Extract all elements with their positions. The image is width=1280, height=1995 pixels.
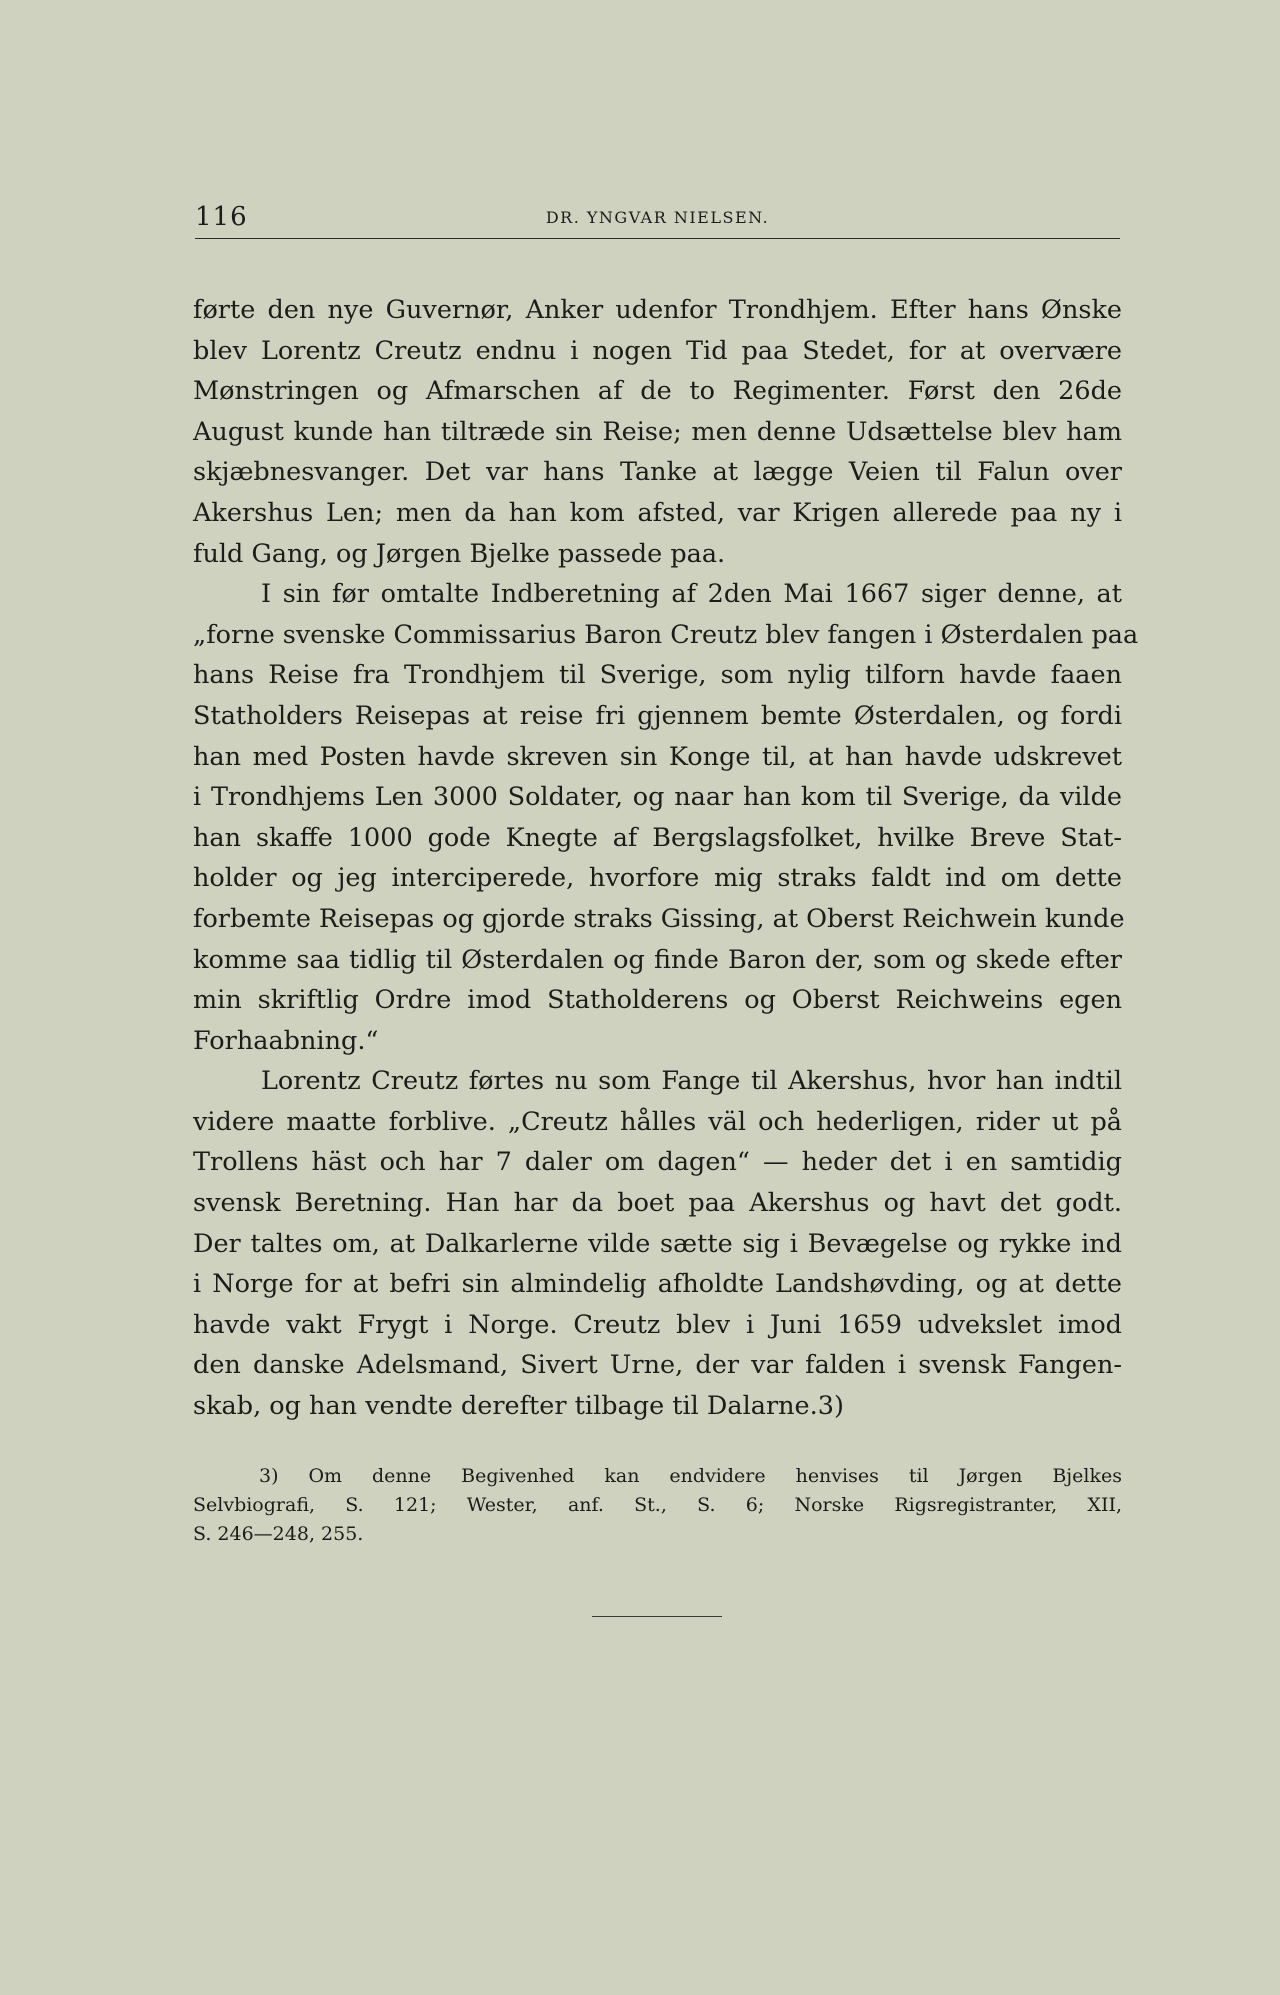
text-line: forbemte Reisepas og gjorde straks Gissing, at Oberst Reichwein kunde <box>193 903 1125 934</box>
text-line: førte den nye Guvernør, Anker udenfor Trondhjem. Efter hans Ønske <box>193 295 1122 325</box>
text-line: den danske Adelsmand, Sivert Urne, der var falden i svensk Fangen- <box>193 1350 1122 1381</box>
text-line: Der taltes om, at Dalkarlerne vilde sætte sig i Bevægelse og rykke ind <box>193 1228 1122 1259</box>
running-head: DR. YNGVAR NIELSEN. <box>545 208 770 227</box>
text-line: Trollens häst och har 7 daler om dagen“ — heder det i en samtidig <box>193 1147 1122 1178</box>
header-rule <box>195 238 1120 239</box>
footnote-line: 3) Om denne Begivenhed kan endvidere henvises til Jørgen Bjelkes <box>259 1465 1122 1487</box>
text-line: I sin før omtalte Indberetning af 2den Mai 1667 siger denne, at <box>261 579 1122 610</box>
text-line: „forne svenske Commissarius Baron Creutz blev fangen i Østerdalen paa <box>193 619 1139 650</box>
body-text <box>193 290 1139 1427</box>
text-line: min skriftlig Ordre imod Statholderens og Oberst Reichweins egen <box>193 985 1122 1016</box>
text-line: komme saa tidlig til Østerdalen og finde Baron der, som og skede efter <box>193 944 1122 975</box>
text-line: holder og jeg interciperede, hvorfore mig straks faldt ind om dette <box>193 863 1122 894</box>
text-line: Mønstringen og Afmarschen af de to Regimenter. Først den 26de <box>193 376 1122 407</box>
text-line: blev Lorentz Creutz endnu i nogen Tid paa Stedet, for at overvære <box>193 335 1122 366</box>
text-line: August kunde han tiltræde sin Reise; men denne Udsættelse blev ham <box>193 416 1122 447</box>
footnote-line: Selvbiografi, S. 121; Wester, anf. St., S. 6; Norske Rigsregistranter, XII, <box>193 1494 1122 1516</box>
page-header <box>195 202 1120 236</box>
text-line: i Trondhjems Len 3000 Soldater, og naar han kom til Sverige, da vilde <box>193 782 1122 813</box>
text-line: skab, og han vendte derefter tilbage til Dalarne.3) <box>193 1391 844 1422</box>
end-rule <box>592 1616 722 1617</box>
text-line: havde vakt Frygt i Norge. Creutz blev i Juni 1659 udvekslet imod <box>193 1309 1122 1340</box>
text-line: svensk Beretning. Han har da boet paa Akershus og havt det godt. <box>193 1188 1122 1219</box>
text-line: han med Posten havde skreven sin Konge til, at han havde udskrevet <box>193 741 1122 772</box>
text-line: hans Reise fra Trondhjem til Sverige, som nylig tilforn havde faaen <box>193 660 1122 691</box>
text-line: i Norge for at befri sin almindelig afholdte Landshøvding, og at dette <box>193 1269 1122 1300</box>
text-line: Forhaabning.“ <box>193 1025 379 1056</box>
text-line: skjæbnesvanger. Det var hans Tanke at lægge Veien til Falun over <box>193 457 1122 488</box>
footnote-line: S. 246—248, 255. <box>193 1523 364 1545</box>
text-line: Statholders Reisepas at reise fri gjennem bemte Østerdalen, og fordi <box>193 700 1122 731</box>
text-line: Lorentz Creutz førtes nu som Fange til Akershus, hvor han indtil <box>261 1066 1122 1097</box>
text-line: fuld Gang, og Jørgen Bjelke passede paa. <box>193 538 726 569</box>
text-line: videre maatte forblive. „Creutz hålles väl och hederligen, rider ut på <box>193 1106 1122 1137</box>
text-line: Akershus Len; men da han kom afsted, var Krigen allerede paa ny i <box>193 497 1122 528</box>
footnote <box>193 1462 1122 1549</box>
text-line: han skaffe 1000 gode Knegte af Bergslagsfolket, hvilke Breve Stat- <box>193 822 1122 853</box>
page-number: 116 <box>195 202 248 232</box>
